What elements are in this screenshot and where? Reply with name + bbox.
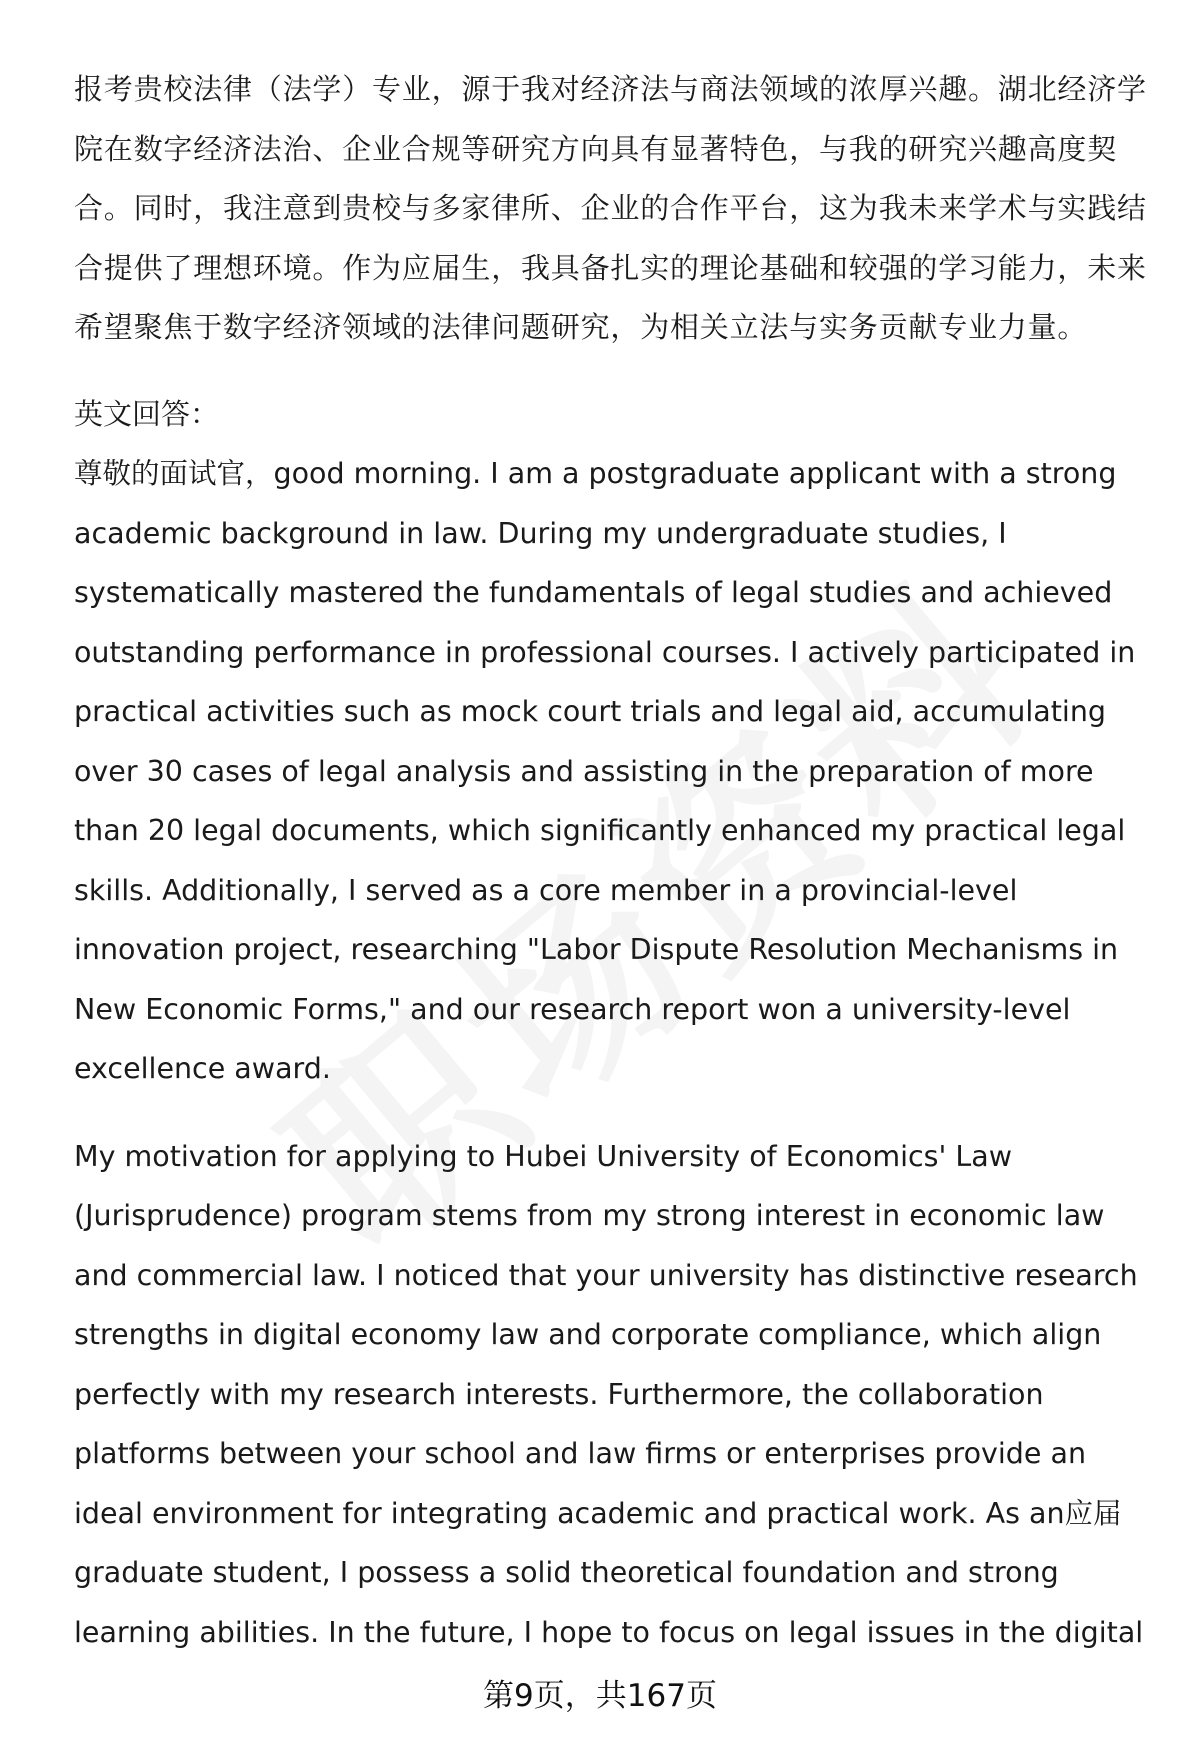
page-indicator: 第9页，共167页	[483, 1678, 717, 1714]
document-body	[74, 60, 1154, 1662]
english-paragraph-1: 尊敬的面试官，good morning. I am a postgraduate applicant with a strong academic background in law. During my undergraduate studies, I systematically mastered the fundamentals of legal studies and achieved outstanding performance in professional courses. I actively participated in practical activities such as mock court trials and legal aid, accumulating over 30 cases of legal analysis and assisting in the preparation of more than 20 legal documents, which significantly enhanced my practical legal skills. Additionally, I served as a core member in a provincial-level innovation project, researching "Labor Dispute Resolution Mechanisms in New Economic Forms," and our research report won a university-level excellence award.	[74, 457, 1136, 1085]
english-answer-label: 英文回答：	[74, 396, 220, 431]
chinese-paragraph: 报考贵校法律（法学）专业，源于我对经济法与商法领域的浓厚兴趣。湖北经济学院在数字经济法治、企业合规等研究方向具有显著特色，与我的研究兴趣高度契合。同时，我注意到贵校与多家律所、企业的合作平台，这为我未来学术与实践结合提供了理想环境。作为应届生，我具备扎实的理论基础和较强的学习能力，未来希望聚焦于数字经济领域的法律问题研究，为相关立法与实务贡献专业力量。	[74, 72, 1147, 344]
english-paragraph-2: My motivation for applying to Hubei University of Economics' Law (Jurisprudence) program stems from my strong interest in economic law and commercial law. I noticed that your university has distinctive research strengths in digital economy law and corporate compliance, which align perfectly with my research interests. Furthermore, the collaboration platforms between your school and law firms or enterprises provide an ideal environment for integrating academic and practical work. As an应届 graduate student, I possess a solid theoretical foundation and strong learning abilities. In the future, I hope to focus on legal issues in the digital	[74, 1139, 1144, 1649]
